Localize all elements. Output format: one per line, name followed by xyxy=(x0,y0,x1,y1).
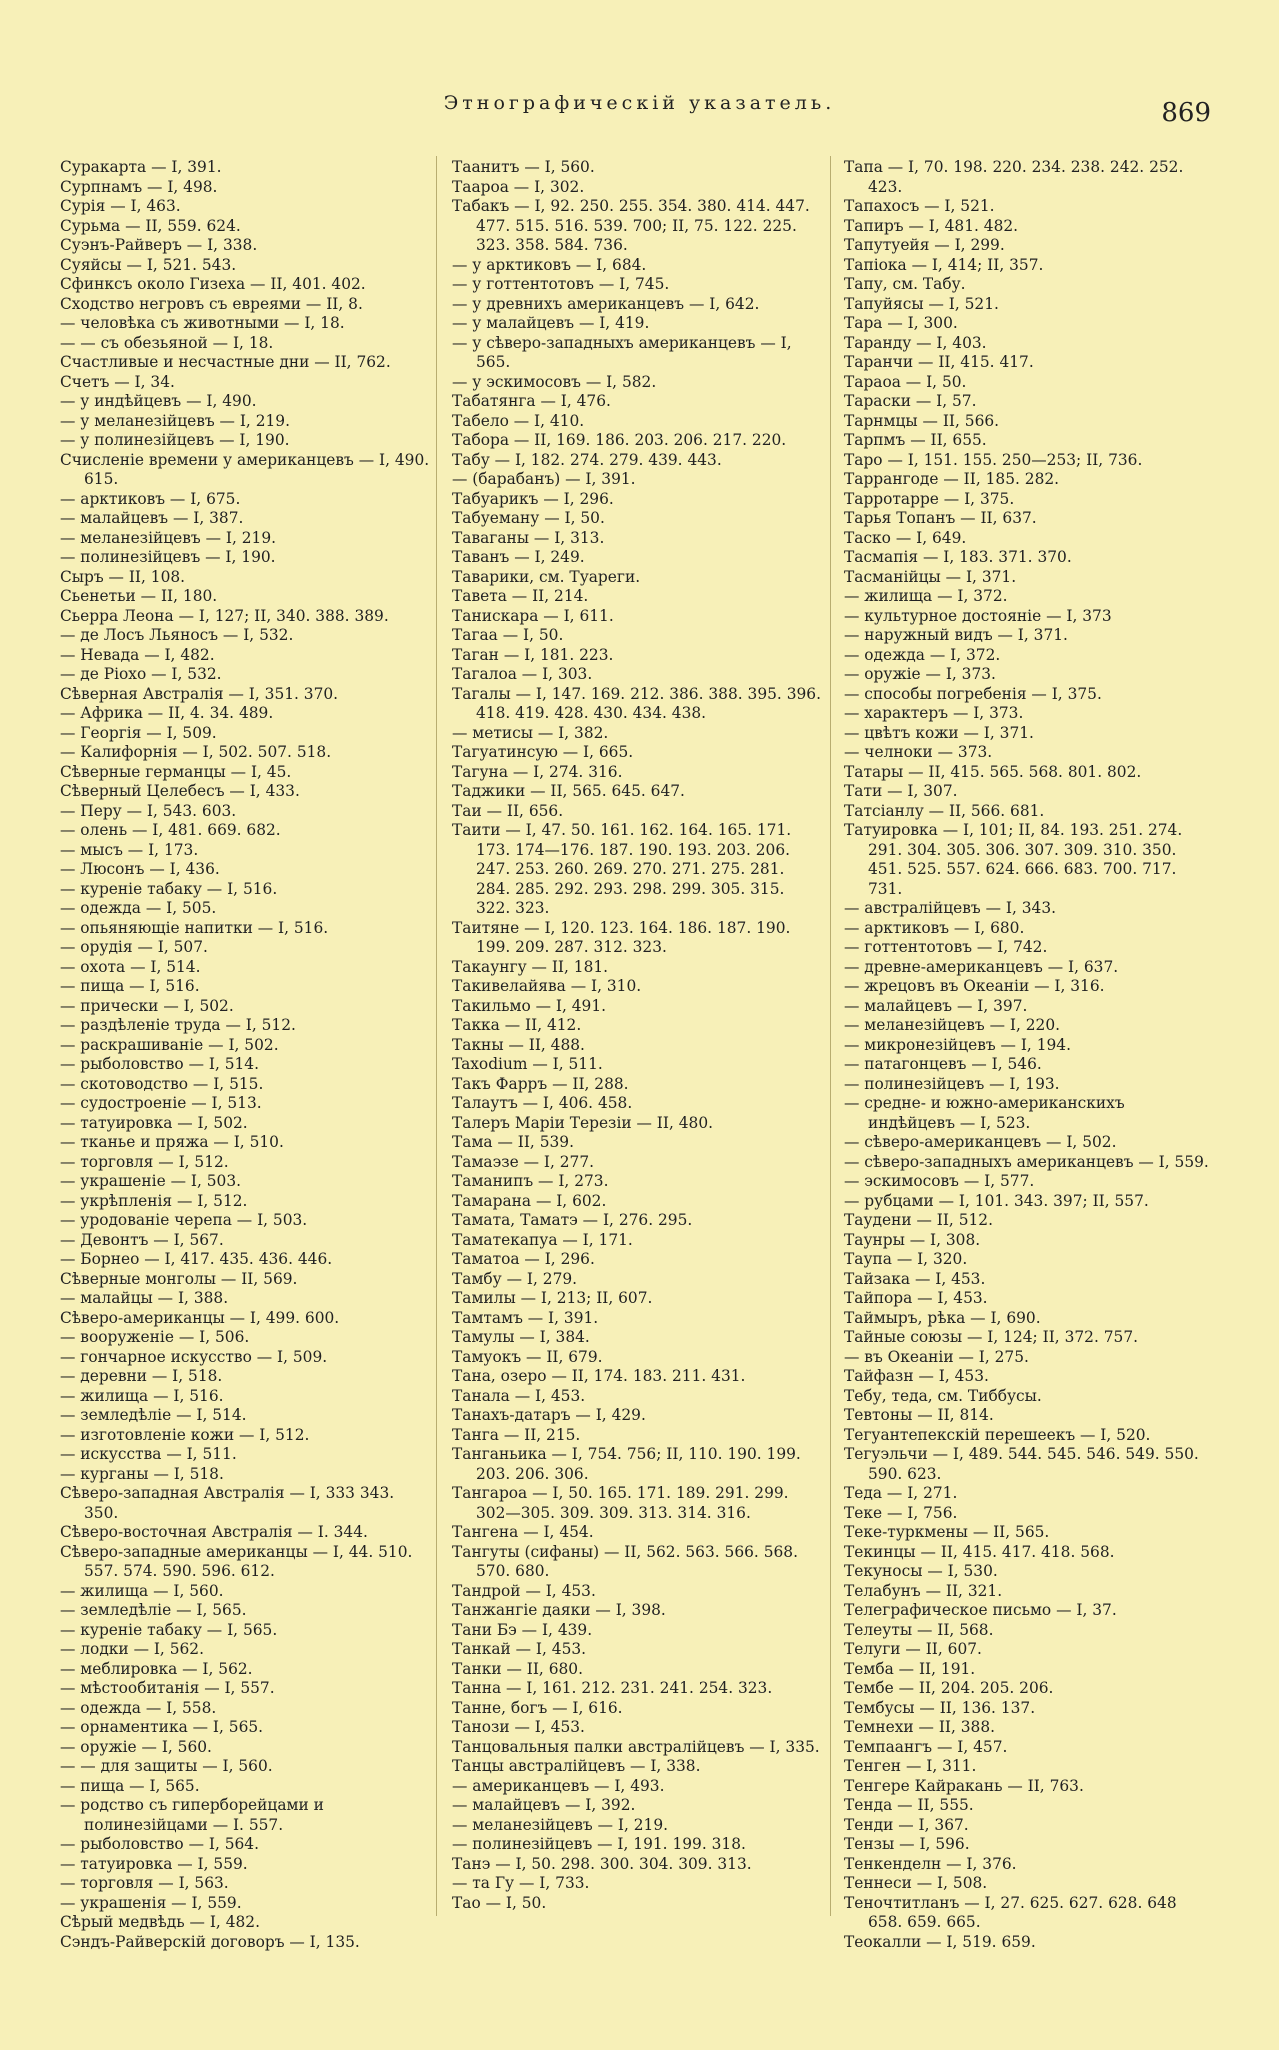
index-entry: — метисы — I, 382. xyxy=(452,723,609,742)
index-entry: Сѣверная Австралія — I, 351. 370. xyxy=(60,684,339,703)
index-entry: Теда — I, 271. xyxy=(844,1484,958,1502)
index-entry: — олень — I, 481. 669. 682. xyxy=(60,821,281,839)
index-entry: Сѣверо-западные американцы — I, 44. 510. 557. 574. 590. 596. 612. xyxy=(60,1542,413,1580)
index-entry: Таити — I, 47. 50. 161. 162. 164. 165. 171. 173. 174—176. 187. 190. 193. 203. 206. 247. 253. 260. 269. 270. 271. 275. 281. 284. 285. 292. 293. 298. 299. 305. 315. 322. 323. xyxy=(452,821,792,917)
index-entry: Тенгере Кайракань — II, 763. xyxy=(844,1776,1084,1795)
index-entry: Такивелайява — I, 310. xyxy=(452,977,642,995)
index-entry: Таитяне — I, 120. 123. 164. 186. 187. 190. 199. 209. 287. 312. 323. xyxy=(452,918,791,956)
index-entry: Тагалы — I, 147. 169. 212. 386. 388. 395. 396. 418. 419. 428. 430. 434. 438. xyxy=(452,684,821,722)
index-entry: Танахъ-датаръ — I, 429. xyxy=(452,1406,646,1424)
index-entry: — родство съ гиперборейцами и полинезійцами — I. 557. xyxy=(60,1796,324,1834)
index-entry: Таудени — II, 512. xyxy=(844,1211,993,1229)
index-entry: — меланезійцевъ — I, 219. xyxy=(452,1815,669,1834)
index-entry: — де Ріохо — I, 532. xyxy=(60,665,222,683)
index-entry: Талеръ Маріи Терезіи — II, 480. xyxy=(452,1113,714,1132)
index-entry: — жилища — I, 560. xyxy=(60,1581,224,1600)
index-entry: Теокалли — I, 519. 659. xyxy=(844,1932,1036,1951)
index-entry: — у готтентотовъ — I, 745. xyxy=(452,275,670,293)
index-entry: Таванъ — I, 249. xyxy=(452,548,585,566)
index-entry: Тапуйясы — I, 521. xyxy=(844,294,999,313)
index-entry: — арктиковъ — I, 680. xyxy=(844,918,1025,937)
index-entry: Тамата, Таматэ — I, 276. 295. xyxy=(452,1211,693,1229)
index-entry: Табора — II, 169. 186. 203. 206. 217. 220. xyxy=(452,431,787,449)
index-entry: Теннеси — I, 508. xyxy=(844,1874,988,1892)
index-entry: Тамилы — I, 213; II, 607. xyxy=(452,1289,653,1307)
index-entry: Сѣверо-западная Австралія — I, 333 343. 350. xyxy=(60,1484,395,1522)
index-entry: Телеуты — II, 568. xyxy=(844,1620,994,1639)
index-entry: — у эскимосовъ — I, 582. xyxy=(452,372,657,391)
index-entry: — древне-американцевъ — I, 637. xyxy=(844,957,1119,976)
index-entry: Теночтитланъ — I, 27. 625. 627. 628. 648 658. 659. 665. xyxy=(844,1893,1177,1931)
index-entry: Темпаангъ — I, 457. xyxy=(844,1737,1008,1756)
index-entry: Тамулы — I, 384. xyxy=(452,1328,590,1346)
index-entry: — челноки — 373. xyxy=(844,743,993,761)
index-entry: Теке-туркмены — II, 565. xyxy=(844,1523,1050,1541)
index-entry: Тамуокъ — II, 679. xyxy=(452,1347,603,1366)
index-entry: Такаунгу — II, 181. xyxy=(452,957,609,976)
index-entry: Тембусы — II, 136. 137. xyxy=(844,1698,1036,1717)
index-entry: Тапіока — I, 414; II, 357. xyxy=(844,255,1044,274)
index-entry: Тарротарре — I, 375. xyxy=(844,489,1015,508)
index-entry: Татары — II, 415. 565. 568. 801. 802. xyxy=(844,762,1142,781)
index-entry: — де Лосъ Льяносъ — I, 532. xyxy=(60,626,294,644)
index-entry: Тамарана — I, 602. xyxy=(452,1191,607,1210)
index-entry: — меланезійцевъ — I, 220. xyxy=(844,1016,1061,1034)
index-entry: — Георгія — I, 509. xyxy=(60,723,217,742)
index-column-2 xyxy=(452,158,822,1913)
index-entry: Таранду — I, 403. xyxy=(844,333,987,352)
index-entry: Таймыръ, рѣка — I, 690. xyxy=(844,1308,1041,1327)
index-entry: Сѣверный Целебесъ — I, 433. xyxy=(60,782,300,800)
index-entry: Тайзака — I, 453. xyxy=(844,1269,986,1288)
index-entry: Тати — I, 307. xyxy=(844,782,958,800)
index-entry: Сфинксъ около Гизеха — II, 401. 402. xyxy=(60,275,366,293)
index-entry: — прически — I, 502. xyxy=(60,996,234,1015)
index-entry: Таган — I, 181. 223. xyxy=(452,645,614,664)
index-entry: — полинезійцевъ — I, 191. 199. 318. xyxy=(452,1835,746,1853)
index-entry: — рыболовство — I, 514. xyxy=(60,1055,259,1073)
index-entry: Тангуты (сифаны) — II, 562. 563. 566. 568. 570. 680. xyxy=(452,1542,798,1580)
index-entry: Тавета — II, 214. xyxy=(452,587,589,605)
index-entry: Тандрой — I, 453. xyxy=(452,1581,596,1600)
index-entry: — мѣстообитанія — I, 557. xyxy=(60,1679,275,1697)
index-entry: Счетъ — I, 34. xyxy=(60,372,175,391)
index-entry: Табуеману — I, 50. xyxy=(452,509,605,527)
index-entry: Тапиръ — I, 481. 482. xyxy=(844,216,1019,235)
index-entry: — американцевъ — I, 493. xyxy=(452,1776,665,1795)
index-entry: — у полинезійцевъ — I, 190. xyxy=(60,431,290,449)
index-entry: — у древнихъ американцевъ — I, 642. xyxy=(452,294,760,313)
index-entry: Танцы австралійцевъ — I, 338. xyxy=(452,1757,701,1775)
index-entry: — (барабанъ) — I, 391. xyxy=(452,470,636,488)
index-entry: — раздѣленіе труда — I, 512. xyxy=(60,1016,296,1034)
index-entry: Темба — II, 191. xyxy=(844,1659,976,1678)
index-entry: — культурное достояніе — I, 373 xyxy=(844,606,1112,625)
index-entry: Такны — II, 488. xyxy=(452,1035,585,1054)
index-entry: Телабунъ — II, 321. xyxy=(844,1581,1003,1600)
index-entry: — изготовленіе кожи — I, 512. xyxy=(60,1425,310,1444)
index-entry: Сурьма — II, 559. 624. xyxy=(60,216,241,235)
index-entry: Сьерра Леона — I, 127; II, 340. 388. 389. xyxy=(60,606,389,625)
index-entry: Татуировка — I, 101; II, 84. 193. 251. 274. 291. 304. 305. 306. 307. 309. 310. 350. 451. 525. 557. 624. 666. 683. 700. 717. 731. xyxy=(844,821,1183,898)
index-entry: — татуировка — I, 502. xyxy=(60,1113,248,1132)
index-entry: Теке — I, 756. xyxy=(844,1503,958,1522)
index-entry: Таррангоде — II, 185. 282. xyxy=(844,470,1060,488)
index-entry: Телеграфическое письмо — I, 37. xyxy=(844,1601,1117,1619)
index-entry: — орудія — I, 507. xyxy=(60,938,208,956)
index-entry: Тараски — I, 57. xyxy=(844,392,977,410)
index-entry: — — для защиты — I, 560. xyxy=(60,1757,273,1775)
index-entry: Тарья Топанъ — II, 637. xyxy=(844,509,1037,527)
index-entry: Счастливые и несчастные дни — II, 762. xyxy=(60,353,391,371)
index-entry: — гончарное искусство — I, 509. xyxy=(60,1347,328,1366)
index-entry: Таупа — I, 320. xyxy=(844,1250,968,1268)
index-entry: — малайцевъ — I, 392. xyxy=(452,1796,636,1814)
index-entry: Тани Бэ — I, 439. xyxy=(452,1620,593,1639)
index-entry: — мысъ — I, 173. xyxy=(60,840,199,859)
index-entry: — полинезійцевъ — I, 190. xyxy=(60,548,276,566)
index-entry: — курганы — I, 518. xyxy=(60,1464,224,1483)
index-entry: — у меланезійцевъ — I, 219. xyxy=(60,411,290,430)
index-entry: Сыръ — II, 108. xyxy=(60,567,186,586)
index-entry: Таароа — I, 302. xyxy=(452,177,585,196)
index-entry: — татуировка — I, 559. xyxy=(60,1854,248,1873)
index-entry: Тапу, см. Табу. xyxy=(844,275,966,293)
index-entry: — — съ обезьяной — I, 18. xyxy=(60,333,274,352)
index-entry: — раскрашиваніе — I, 502. xyxy=(60,1035,279,1054)
index-entry: Суяйсы — I, 521. 543. xyxy=(60,255,237,274)
index-entry: Тевтоны — II, 814. xyxy=(844,1406,994,1424)
index-entry: Такъ Фарръ — II, 288. xyxy=(452,1074,629,1093)
index-entry: Табакъ — I, 92. 250. 255. 354. 380. 414. 447. 477. 515. 516. 539. 700; II, 75. 122. 225. 323. 358. 584. 736. xyxy=(452,197,810,254)
index-entry: Сѣверные германцы — I, 45. xyxy=(60,762,292,781)
index-entry: — микронезійцевъ — I, 194. xyxy=(844,1035,1071,1054)
index-entry: Текинцы — II, 415. 417. 418. 568. xyxy=(844,1542,1115,1561)
index-entry: Таранчи — II, 415. 417. xyxy=(844,353,1034,371)
index-entry: Табу — I, 182. 274. 279. 439. 443. xyxy=(452,450,722,469)
index-entry: — малайцы — I, 388. xyxy=(60,1289,229,1307)
index-entry: Тарпмъ — II, 655. xyxy=(844,431,987,449)
index-entry: — Калифорнія — I, 502. 507. 518. xyxy=(60,743,332,761)
index-entry: — арктиковъ — I, 675. xyxy=(60,489,241,508)
index-entry: Таматекапуа — I, 171. xyxy=(452,1230,633,1249)
index-entry: Тагуатинсую — I, 665. xyxy=(452,743,634,761)
index-entry: — патагонцевъ — I, 546. xyxy=(844,1055,1042,1073)
index-entry: — Люсонъ — I, 436. xyxy=(60,860,220,878)
index-entry: — въ Океаніи — I, 275. xyxy=(844,1347,1029,1366)
index-entry: — у сѣверо-западныхъ американцевъ — I, 565. xyxy=(452,333,792,371)
index-entry: Тагуна — I, 274. 316. xyxy=(452,762,623,781)
index-entry: — скотоводство — I, 515. xyxy=(60,1074,264,1093)
index-entry: Taxodium — I, 511. xyxy=(452,1055,603,1073)
index-entry: — искусства — I, 511. xyxy=(60,1445,237,1463)
index-entry: — Перу — I, 543. 603. xyxy=(60,801,237,820)
index-entry: Таро — I, 151. 155. 250—253; II, 736. xyxy=(844,450,1143,469)
index-entry: Сэндъ-Райверскій договоръ — I, 135. xyxy=(60,1932,360,1951)
index-entry: Суэнъ-Райверъ — I, 338. xyxy=(60,236,258,254)
index-entry: Таматоа — I, 296. xyxy=(452,1250,595,1268)
index-entry: Таско — I, 649. xyxy=(844,528,967,547)
index-entry: Сѣрый медвѣдь — I, 482. xyxy=(60,1913,260,1931)
index-entry: Таи — II, 656. xyxy=(452,801,564,820)
index-entry: — характеръ — I, 373. xyxy=(844,704,1024,722)
index-entry: Танганьика — I, 754. 756; II, 110. 190. 199. 203. 206. 306. xyxy=(452,1445,801,1483)
index-entry: Таманипъ — I, 273. xyxy=(452,1172,609,1190)
index-entry: Сьенетьи — II, 180. xyxy=(60,587,218,605)
index-entry: — земледѣліе — I, 565. xyxy=(60,1601,247,1619)
index-column-1 xyxy=(60,158,430,1952)
index-entry: Тапа — I, 70. 198. 220. 234. 238. 242. 252. 423. xyxy=(844,158,1184,196)
index-entry: Танна — I, 161. 212. 231. 241. 254. 323. xyxy=(452,1679,773,1697)
index-entry: — судостроеніе — I, 513. xyxy=(60,1094,262,1112)
index-entry: Тагаа — I, 50. xyxy=(452,626,564,644)
index-entry: Текуносы — I, 530. xyxy=(844,1562,998,1580)
index-entry: — малайцевъ — I, 397. xyxy=(844,996,1028,1015)
index-entry: — у индѣйцевъ — I, 490. xyxy=(60,392,257,410)
index-entry: Тембе — II, 204. 205. 206. xyxy=(844,1679,1054,1697)
index-entry: Табуарикъ — I, 296. xyxy=(452,489,614,508)
index-entry: Телуги — II, 607. xyxy=(844,1640,982,1658)
index-entry: — тканье и пряжа — I, 510. xyxy=(60,1133,284,1151)
index-entry: — одежда — I, 558. xyxy=(60,1698,217,1717)
index-entry: — куреніе табаку — I, 516. xyxy=(60,879,278,898)
index-entry: — Борнео — I, 417. 435. 436. 446. xyxy=(60,1250,333,1268)
index-entry: — жилища — I, 372. xyxy=(844,587,1008,605)
index-entry: — украшенія — I, 559. xyxy=(60,1893,242,1912)
index-entry: Тасмапія — I, 183. 371. 370. xyxy=(844,548,1072,566)
index-entry: Тамаэзе — I, 277. xyxy=(452,1152,595,1171)
index-entry: Такильмо — I, 491. xyxy=(452,996,607,1015)
index-entry: Табело — I, 410. xyxy=(452,411,585,430)
index-entry: Танки — II, 680. xyxy=(452,1659,583,1678)
index-entry: — укрѣпленія — I, 512. xyxy=(60,1191,248,1210)
index-entry: Таваганы — I, 313. xyxy=(452,528,605,547)
index-entry: Таварики, см. Туареги. xyxy=(452,567,641,586)
index-entry: Танцовальныя палки австралійцевъ — I, 335. xyxy=(452,1737,820,1756)
index-entry: — орнаментика — I, 565. xyxy=(60,1718,264,1736)
index-entry: — сѣверо-американцевъ — I, 502. xyxy=(844,1133,1117,1151)
index-entry: Танэ — I, 50. 298. 300. 304. 309. 313. xyxy=(452,1854,752,1873)
index-entry: Тасманійцы — I, 371. xyxy=(844,567,1017,586)
index-entry: — та Гу — I, 733. xyxy=(452,1874,590,1892)
index-entry: Тенди — I, 367. xyxy=(844,1815,969,1834)
index-entry: Танози — I, 453. xyxy=(452,1718,585,1736)
index-entry: Тангароа — I, 50. 165. 171. 189. 291. 299. 302—305. 309. 309. 313. 314. 316. xyxy=(452,1484,789,1522)
index-entry: Темнехи — II, 388. xyxy=(844,1718,996,1736)
index-entry: Табатянга — I, 476. xyxy=(452,392,611,410)
index-entry: Тензы — I, 596. xyxy=(844,1835,970,1853)
index-entry: Танкай — I, 453. xyxy=(452,1640,587,1658)
index-entry: Такка — II, 412. xyxy=(452,1016,582,1034)
index-entry: — малайцевъ — I, 387. xyxy=(60,509,244,527)
index-entry: Сѣверные монголы — II, 569. xyxy=(60,1269,298,1288)
index-entry: Тайные союзы — I, 124; II, 372. 757. xyxy=(844,1328,1139,1346)
index-entry: — у арктиковъ — I, 684. xyxy=(452,255,647,274)
index-entry: Танга — II, 215. xyxy=(452,1425,581,1444)
index-entry: Тарнмцы — II, 566. xyxy=(844,411,1000,430)
index-entry: Тара — I, 300. xyxy=(844,314,958,332)
index-entry: Тама — II, 539. xyxy=(452,1133,574,1151)
index-entry: Таанитъ — I, 560. xyxy=(452,158,595,176)
index-entry: — средне- и южно-американскихъ индѣйцевъ — I, 523. xyxy=(844,1094,1125,1132)
index-entry: — опьяняющіе напитки — I, 516. xyxy=(60,918,329,937)
index-entry: — рубцами — I, 101. 343. 397; II, 557. xyxy=(844,1191,1149,1210)
index-entry: — охота — I, 514. xyxy=(60,957,201,976)
index-entry: — куреніе табаку — I, 565. xyxy=(60,1620,278,1639)
index-entry: — цвѣтъ кожи — I, 371. xyxy=(844,723,1034,742)
index-entry: — украшеніе — I, 503. xyxy=(60,1172,241,1190)
index-entry: — меблировка — I, 562. xyxy=(60,1659,253,1678)
index-entry: Тегуэльчи — I, 489. 544. 545. 546. 549. 550. 590. 623. xyxy=(844,1445,1199,1483)
index-entry: — сѣверо-западныхъ американцевъ — I, 559. xyxy=(844,1152,1209,1171)
index-entry: Тао — I, 50. xyxy=(452,1893,547,1912)
index-entry: — жрецовъ въ Океаніи — I, 316. xyxy=(844,977,1105,995)
index-entry: — готтентотовъ — I, 742. xyxy=(844,938,1048,956)
index-entry: — способы погребенія — I, 375. xyxy=(844,684,1102,703)
index-entry: — земледѣліе — I, 514. xyxy=(60,1406,247,1424)
index-entry: Тапахосъ — I, 521. xyxy=(844,197,995,215)
index-entry: Тамбу — I, 279. xyxy=(452,1269,578,1288)
index-entry: Таунры — I, 308. xyxy=(844,1230,981,1249)
index-entry: Танала — I, 453. xyxy=(452,1386,586,1405)
index-entry: — одежда — I, 372. xyxy=(844,645,1001,664)
index-entry: Тенген — I, 311. xyxy=(844,1757,977,1775)
index-entry: — деревни — I, 518. xyxy=(60,1367,223,1385)
index-entry: Сурія — I, 463. xyxy=(60,197,181,215)
index-entry: — одежда — I, 505. xyxy=(60,899,217,917)
index-entry: Сѣверо-американцы — I, 499. 600. xyxy=(60,1308,340,1327)
index-entry: — лодки — I, 562. xyxy=(60,1640,204,1658)
index-entry: Тенда — II, 555. xyxy=(844,1796,974,1814)
index-entry: Суракарта — I, 391. xyxy=(60,158,222,176)
index-entry: — оружіе — I, 373. xyxy=(844,665,996,683)
index-entry: Тангена — I, 454. xyxy=(452,1523,594,1541)
index-column-3 xyxy=(844,158,1214,1952)
index-entry: Сѣверо-восточная Австралія — I. 344. xyxy=(60,1523,368,1541)
index-entry: Тайпора — I, 453. xyxy=(844,1289,988,1307)
index-entry: — полинезійцевъ — I, 193. xyxy=(844,1074,1060,1093)
index-entry: Тайфазн — I, 453. xyxy=(844,1367,989,1385)
index-entry: Тамтамъ — I, 391. xyxy=(452,1308,599,1327)
index-entry: Талаутъ — I, 406. 458. xyxy=(452,1094,633,1112)
index-entry: — оружіе — I, 560. xyxy=(60,1737,212,1756)
index-entry: — Африка — II, 4. 34. 489. xyxy=(60,704,274,722)
index-entry: — человѣка съ животными — I, 18. xyxy=(60,314,345,332)
page-number: 869 xyxy=(1161,98,1211,128)
page-header-title: Этнографическій указатель. xyxy=(443,92,836,114)
index-entry: Тараоа — I, 50. xyxy=(844,372,967,391)
index-entry: Тапутуейя — I, 299. xyxy=(844,236,1005,254)
index-entry: Счисленіе времени у американцевъ — I, 490. 615. xyxy=(60,450,430,488)
index-entry: — у малайцевъ — I, 419. xyxy=(452,314,650,332)
column-rule xyxy=(830,156,831,1916)
index-entry: — жилища — I, 516. xyxy=(60,1386,224,1405)
index-entry: — пища — I, 516. xyxy=(60,977,200,995)
index-entry: — Девонтъ — I, 567. xyxy=(60,1230,224,1249)
index-entry: Тенкенделн — I, 376. xyxy=(844,1854,1017,1873)
index-entry: — Невада — I, 482. xyxy=(60,645,215,664)
index-entry: — уродованіе черепа — I, 503. xyxy=(60,1211,308,1229)
index-entry: — торговля — I, 512. xyxy=(60,1152,229,1171)
index-entry: Сходство негровъ съ евреями — II, 8. xyxy=(60,294,363,313)
index-entry: Танжангіе даяки — I, 398. xyxy=(452,1601,666,1619)
index-entry: — торговля — I, 563. xyxy=(60,1874,229,1892)
index-entry: Тебу, теда, см. Тиббусы. xyxy=(844,1386,1042,1405)
index-entry: Танискара — I, 611. xyxy=(452,606,614,625)
index-entry: — рыболовство — I, 564. xyxy=(60,1835,259,1853)
index-entry: Таджики — II, 565. 645. 647. xyxy=(452,782,685,800)
index-entry: — пища — I, 565. xyxy=(60,1776,200,1795)
index-entry: Тана, озеро — II, 174. 183. 211. 431. xyxy=(452,1367,746,1385)
index-entry: Тагалоа — I, 303. xyxy=(452,665,593,683)
index-entry: — наружный видъ — I, 371. xyxy=(844,626,1068,644)
index-entry: Татсіанлу — II, 566. 681. xyxy=(844,801,1045,820)
column-rule xyxy=(436,156,437,1916)
index-entry: — вооруженіе — I, 506. xyxy=(60,1328,250,1346)
index-entry: — австралійцевъ — I, 343. xyxy=(844,899,1057,917)
index-entry: — меланезійцевъ — I, 219. xyxy=(60,528,277,547)
index-entry: Тегуантепекскій перешеекъ — I, 520. xyxy=(844,1425,1151,1444)
index-entry: — эскимосовъ — I, 577. xyxy=(844,1172,1035,1190)
index-entry: Сурпнамъ — I, 498. xyxy=(60,177,218,196)
index-entry: Танне, богъ — I, 616. xyxy=(452,1698,623,1717)
